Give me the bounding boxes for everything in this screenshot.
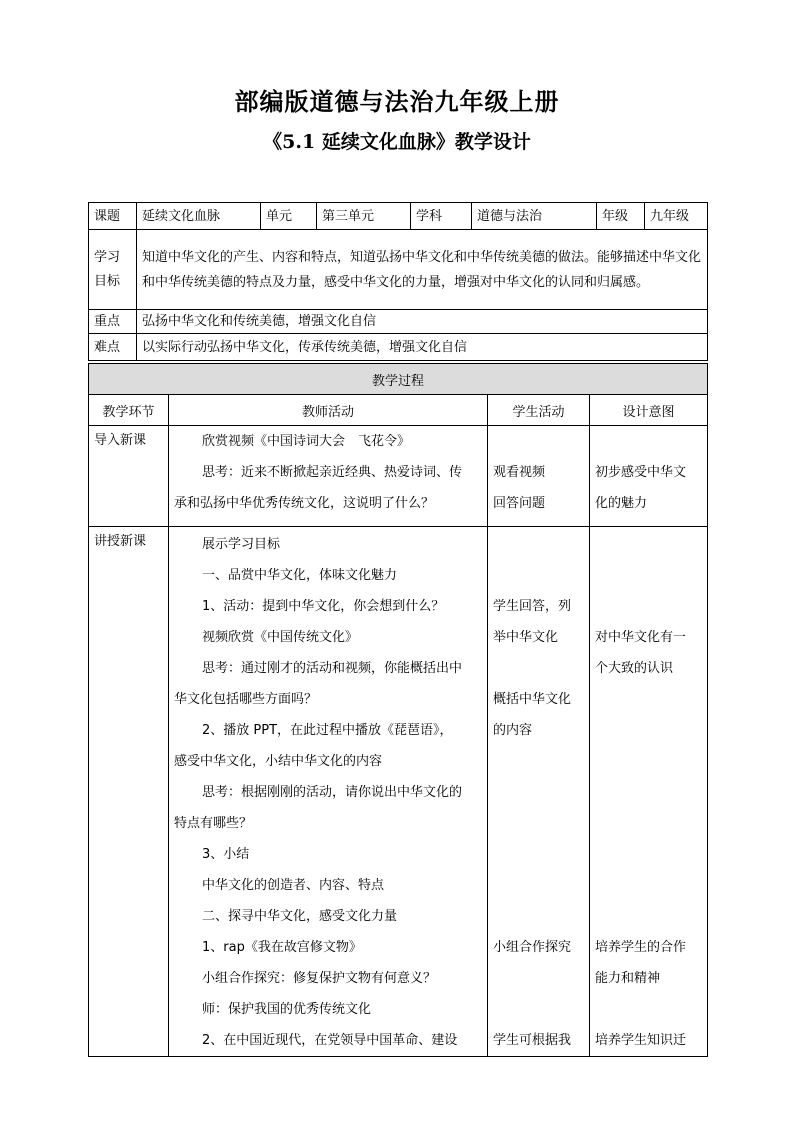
- focus-value: 弘扬中华文化和传统美德，增强文化自信: [137, 310, 708, 334]
- document-title: 部编版道德与法治九年级上册: [234, 87, 560, 116]
- header-stage: 教学环节: [89, 395, 169, 426]
- subject-value: 道德与法治: [472, 203, 597, 230]
- new-intent: 对中华文化有一 个大致的认识 培养学生的合作 能力和精神 培养学生知识迁: [590, 527, 708, 1057]
- info-table: [88, 202, 708, 361]
- intro-stage: 导入新课: [89, 426, 169, 527]
- intro-intent: 初步感受中华文 化的魅力: [590, 426, 708, 527]
- header-intent: 设计意图: [590, 395, 708, 426]
- new-student: 学生回答，列 举中华文化 概括中华文化 的内容 小组合作探究 学生可根据我: [488, 527, 590, 1057]
- process-table: [88, 363, 708, 1057]
- difficulty-label: 难点: [89, 334, 137, 361]
- topic-value: 延续文化血脉: [137, 203, 261, 230]
- topic-label: 课题: [89, 203, 137, 230]
- grade-value: 九年级: [645, 203, 708, 230]
- difficulty-value: 以实际行动弘扬中华文化，传承传统美德，增强文化自信: [137, 334, 708, 361]
- document-subtitle: 《5.1 延续文化血脉》教学设计: [263, 131, 531, 153]
- focus-label: 重点: [89, 310, 137, 334]
- header-student: 学生活动: [488, 395, 590, 426]
- grade-label: 年级: [597, 203, 645, 230]
- intro-teacher: 欣赏视频《中国诗词大会 飞花令》 思考：近来不断掀起亲近经典、热爱诗词、传 承和弘扬中华优秀传统文化，这说明了什么？: [169, 426, 488, 527]
- goal-label: 学习目标: [89, 230, 137, 310]
- new-teacher: 展示学习目标 一、品赏中华文化，体味文化魅力 1、活动：提到中华文化，你会想到什么？ 视频欣赏《中国传统文化》 思考：通过刚才的活动和视频，你能概括出中 华文化包括哪些方面吗？ 2、播放 PPT，在此过程中播放《琵琶语》， 感受中华文化，小结中华文化的内容 思考：根据刚刚的活动，请你说出中华文化的 特点有哪些？ 3、小结 中华文化的创造者、内容、特点 二、探寻中华文化，感受文化力量 1、rap《我在故宫修文物》 小组合作探究：修复保护文物有何意义？ 师：保护我国的优秀传统文化 2、在中国近现代，在党领导中国革命、建设: [169, 527, 488, 1057]
- intro-student: 观看视频 回答问题: [488, 426, 590, 527]
- process-heading: 教学过程: [89, 364, 708, 395]
- unit-value: 第三单元: [317, 203, 411, 230]
- header-teacher: 教师活动: [169, 395, 488, 426]
- new-stage: 讲授新课: [89, 527, 169, 1057]
- unit-label: 单元: [261, 203, 317, 230]
- goal-value: 知道中华文化的产生、内容和特点，知道弘扬中华文化和中华传统美德的做法。能够描述中华文化和中华传统美德的特点及力量，感受中华文化的力量，增强对中华文化的认同和归属感。: [137, 230, 708, 310]
- subject-label: 学科: [411, 203, 472, 230]
